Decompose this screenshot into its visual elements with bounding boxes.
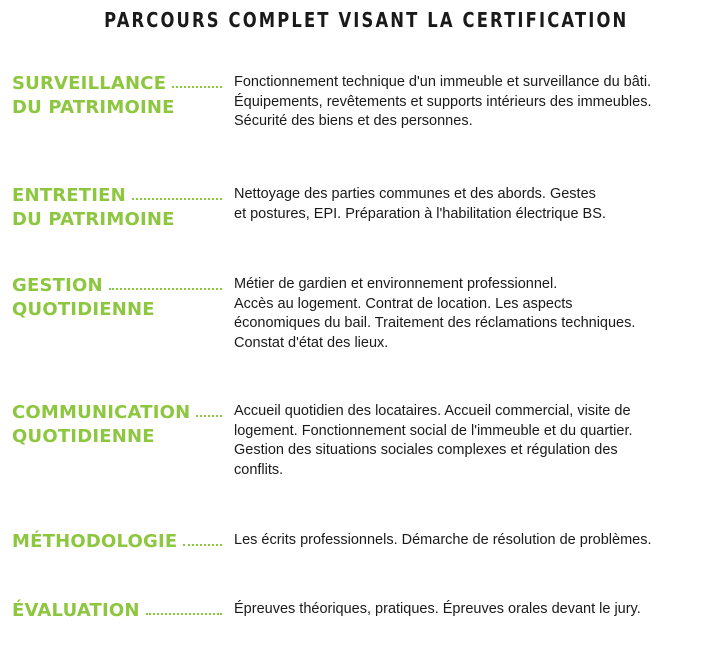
dotted-leader xyxy=(172,86,222,88)
heading-line: ENTRETIEN xyxy=(12,185,126,206)
heading-line: DU PATRIMOINE xyxy=(12,209,175,230)
dotted-leader xyxy=(132,198,222,200)
description-line: Accès au logement. Contrat de location. Les aspects xyxy=(234,295,573,312)
section-description xyxy=(234,275,718,353)
description-line: Les écrits professionnels. Démarche de résolution de problèmes. xyxy=(234,532,652,548)
heading-line: GESTION xyxy=(12,275,103,296)
section-heading xyxy=(12,184,222,232)
section-description xyxy=(234,73,718,132)
page-title: PARCOURS COMPLET VISANT LA CERTIFICATION xyxy=(104,8,629,32)
description-line: Équipements, revêtements et supports intérieurs des immeubles. xyxy=(234,93,652,110)
section-heading xyxy=(12,274,222,322)
heading-line: ÉVALUATION xyxy=(12,600,140,621)
description-line: économiques du bail. Traitement des réclamations techniques. xyxy=(234,315,636,331)
description-line: Nettoyage des parties communes et des abords. Gestes xyxy=(234,186,596,202)
description-line: et postures, EPI. Préparation à l'habilitation électrique BS. xyxy=(234,205,606,222)
section-description xyxy=(234,531,718,551)
dotted-leader xyxy=(183,544,222,546)
section-heading xyxy=(12,72,222,120)
heading-line: QUOTIDIENNE xyxy=(12,299,155,320)
description-line: Épreuves théoriques, pratiques. Épreuves orales devant le jury. xyxy=(234,601,641,617)
description-line: logement. Fonctionnement social de l'immeuble et du quartier. xyxy=(234,422,633,439)
heading-line: DU PATRIMOINE xyxy=(12,97,175,118)
description-line: Sécurité des biens et des personnes. xyxy=(234,113,473,129)
description-line: conflits. xyxy=(234,461,284,478)
dotted-leader xyxy=(196,415,222,417)
section-description xyxy=(234,402,718,480)
section-heading xyxy=(12,599,222,623)
section-heading xyxy=(12,401,222,449)
description-line: Gestion des situations sociales complexes et régulation des xyxy=(234,442,618,458)
heading-line: COMMUNICATION xyxy=(12,402,191,423)
heading-line: SURVEILLANCE xyxy=(12,73,167,94)
description-line: Fonctionnement technique d'un immeuble et surveillance du bâti. xyxy=(234,74,652,90)
heading-line: MÉTHODOLOGIE xyxy=(12,531,178,552)
dotted-leader xyxy=(146,613,222,615)
section-description xyxy=(234,600,718,620)
description-line: Accueil quotidien des locataires. Accueil commercial, visite de xyxy=(234,403,631,419)
heading-line: QUOTIDIENNE xyxy=(12,426,155,447)
section-heading xyxy=(12,530,222,554)
section-description xyxy=(234,185,718,224)
description-line: Métier de gardien et environnement professionnel. xyxy=(234,276,558,292)
dotted-leader xyxy=(109,288,222,290)
description-line: Constat d'état des lieux. xyxy=(234,334,389,351)
